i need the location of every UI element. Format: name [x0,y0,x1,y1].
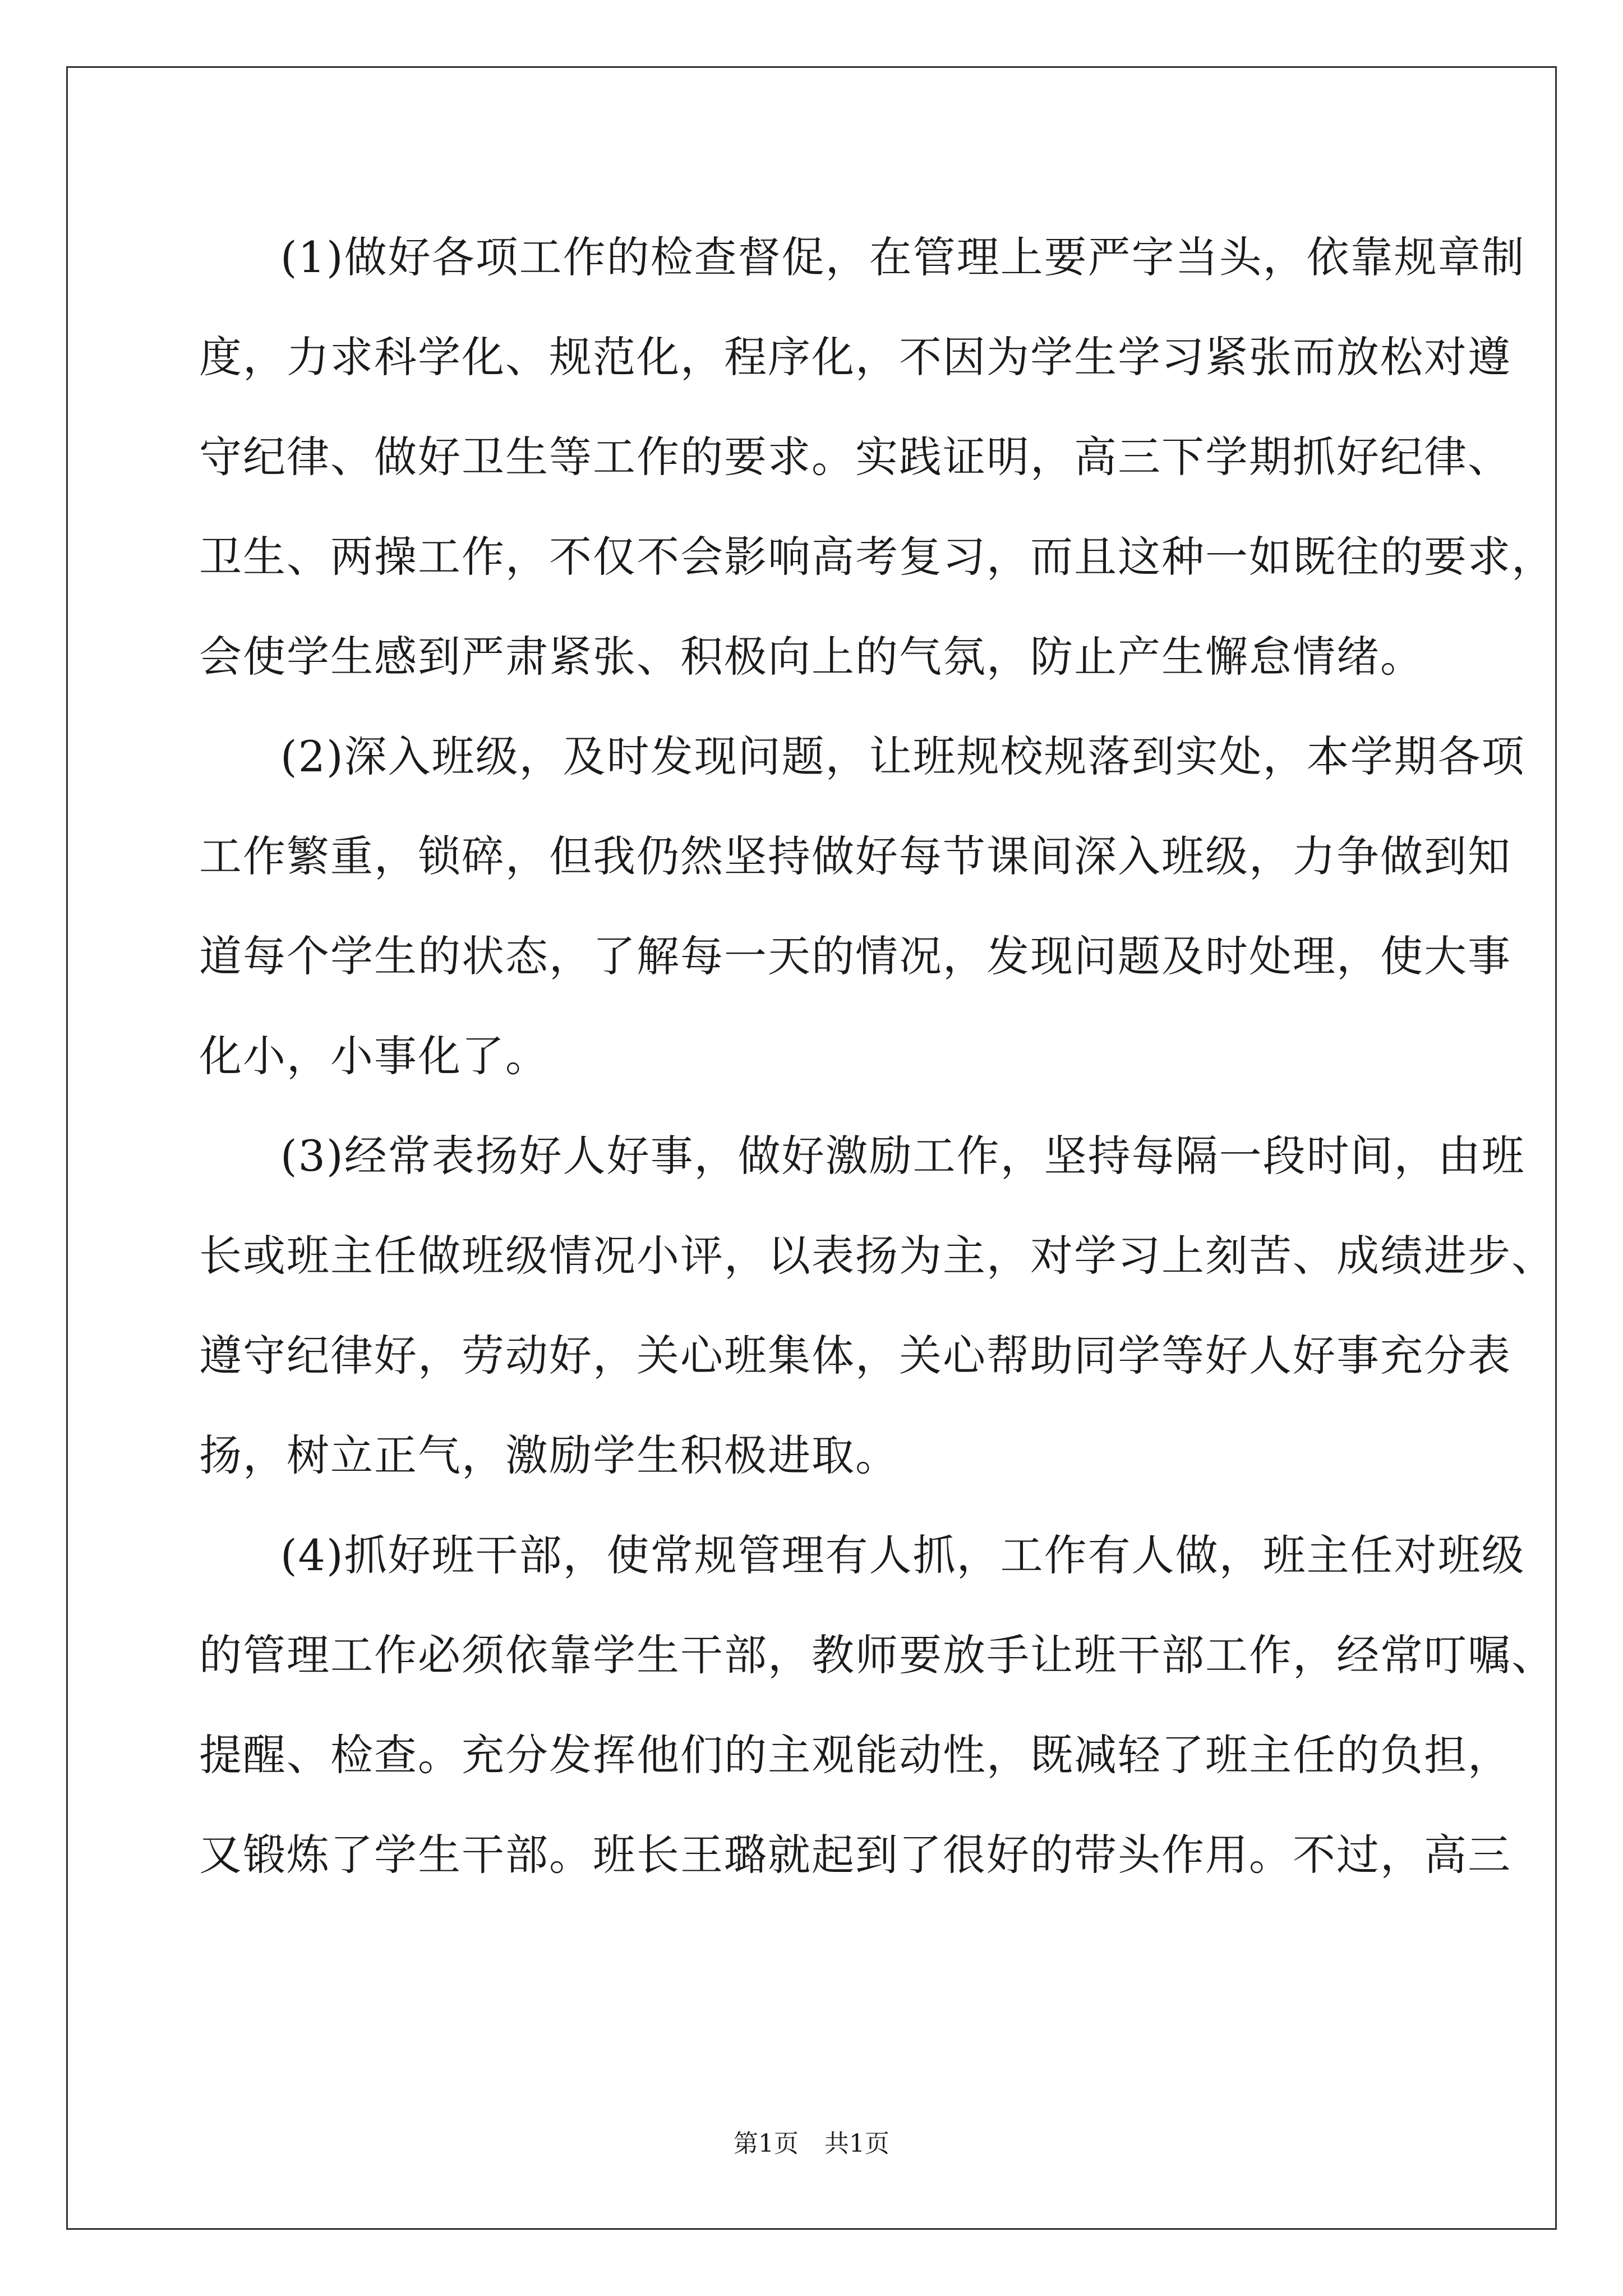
text-line: 又锻炼了学生干部。班长王璐就起到了很好的带头作用。不过，高三 [199,1830,1511,1880]
text-line: (3)经常表扬好人好事，做好激励工作，坚持每隔一段时间，由班 [280,1131,1525,1181]
text-line: 长或班主任做班级情况小评，以表扬为主，对学习上刻苦、成绩进步、 [199,1231,1555,1281]
text-line: 会使学生感到严肃紧张、积极向上的气氛，防止产生懈怠情绪。 [199,632,1424,682]
page-footer [0,2123,1623,2159]
text-line: 扬，树立正气，激励学生积极进取。 [199,1430,899,1480]
paragraph-2 [199,707,1525,1106]
text-line: 提醒、检查。充分发挥他们的主观能动性，既减轻了班主任的负担， [199,1730,1511,1780]
text-line: 的管理工作必须依靠学生干部，教师要放手让班干部工作，经常叮嘱、 [199,1630,1555,1680]
paragraph-4 [199,1506,1555,1905]
text-line: (1)做好各项工作的检查督促，在管理上要严字当头，依靠规章制 [280,232,1525,282]
text-line: 化小，小事化了。 [199,1031,549,1081]
text-line: 卫生、两操工作，不仅不会影响高考复习，而且这种一如既往的要求， [199,532,1555,582]
paragraph-3 [199,1106,1555,1506]
text-line: 遵守纪律好，劳动好，关心班集体，关心帮助同学等好人好事充分表 [199,1331,1511,1381]
text-line: 度，力求科学化、规范化，程序化，不因为学生学习紧张而放松对遵 [199,332,1511,382]
paragraph-1 [199,208,1555,707]
text-line: 道每个学生的状态，了解每一天的情况，发现问题及时处理，使大事 [199,931,1511,981]
text-line: 工作繁重，锁碎，但我仍然坚持做好每节课间深入班级，力争做到知 [199,831,1511,881]
page-number-current: 第1页 [734,2129,799,2158]
page-number-total: 共1页 [824,2129,889,2158]
document-body [199,208,1555,1905]
text-line: (2)深入班级，及时发现问题，让班规校规落到实处，本学期各项 [280,731,1525,781]
text-line: (4)抓好班干部，使常规管理有人抓，工作有人做，班主任对班级 [280,1530,1525,1580]
text-line: 守纪律、做好卫生等工作的要求。实践证明，高三下学期抓好纪律、 [199,432,1511,482]
